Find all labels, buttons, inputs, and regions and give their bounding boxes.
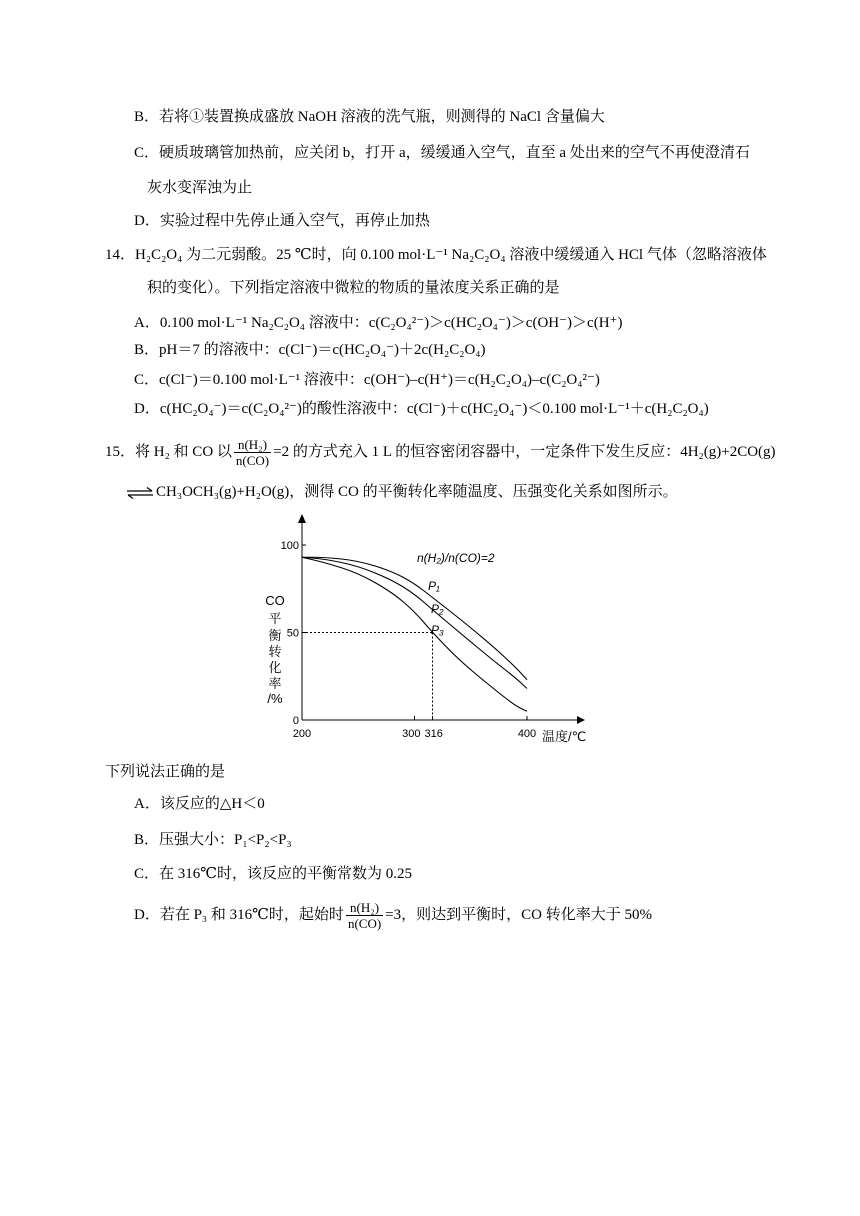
x-tick-label: 316	[424, 728, 443, 740]
equilibrium-arrow-icon	[126, 487, 154, 499]
q15-option-a: A．该反应的△H＜0	[134, 796, 265, 812]
q15-option-d	[134, 900, 652, 931]
y-axis-label-char: 化	[268, 660, 282, 675]
q13-option-d: D．实验过程中先停止通入空气，再停止加热	[134, 213, 430, 229]
q13-option-b: B．若将①装置换成盛放 NaOH 溶液的洗气瓶，则测得的 NaCl 含量偏大	[134, 109, 605, 125]
y-axis-label-char: 转	[268, 644, 282, 659]
series-line-3	[302, 557, 527, 711]
x-tick-label: 300	[402, 728, 421, 740]
q15-option-b: B．压强大小：P₁<P₂<P₃	[134, 832, 292, 848]
q15-stem-pre: 15．将 H₂ 和 CO 以	[105, 443, 232, 460]
ratio-fraction-d	[346, 900, 383, 931]
fraction-numerator-d: n(H₂)	[346, 900, 383, 916]
q14-option-d: D．c(HC₂O₄⁻)＝c(C₂O₄²⁻)的酸性溶液中：c(Cl⁻)＋c(HC₂O₄⁻)＜0.100 mol·L⁻¹＋c(H₂C₂O₄)	[134, 401, 709, 417]
y-tick-label: 0	[292, 715, 299, 727]
q15-option-c: C．在 316℃时，该反应的平衡常数为 0.25	[134, 866, 413, 882]
y-axis-label-char: 平	[268, 611, 282, 626]
y-axis-label-char: 率	[268, 676, 282, 691]
x-tick-label: 400	[517, 728, 537, 740]
series-label-3: P₃	[431, 623, 444, 637]
x-tick-label: 200	[292, 728, 312, 740]
fraction-denominator-d: n(CO)	[347, 916, 382, 931]
q14-stem-line1: 14．H₂C₂O₄ 为二元弱酸。25 ℃时，向 0.100 mol·L⁻¹ Na₂C₂O₄ 溶液中缓缓通入 HCl 气体（忽略溶液体	[105, 247, 767, 263]
q13-option-c-line2: 灰水变浑浊为止	[147, 180, 253, 196]
y-axis-label-char: /%	[267, 691, 283, 706]
y-axis-label-char: CO	[265, 593, 285, 608]
q15-option-d-post: =3，则达到平衡时，CO 转化率大于 50%	[385, 906, 652, 923]
series-line-2	[302, 557, 527, 688]
q15-option-d-pre: D．若在 P₃ 和 316℃时，起始时	[134, 906, 344, 923]
x-axis-arrow-icon	[577, 716, 585, 724]
y-tick-label: 50	[286, 627, 299, 640]
fraction-numerator: n(H₂)	[234, 437, 271, 453]
chart-annotation: n(H₂)/n(CO)=2	[417, 551, 495, 565]
q14-stem-line2: 积的变化）。下列指定溶液中微粒的物质的量浓度关系正确的是	[147, 280, 560, 296]
fraction-denominator: n(CO)	[235, 453, 270, 468]
y-axis-label-char: 衡	[268, 628, 282, 643]
series-label-1: P₁	[428, 579, 440, 593]
q14-option-c: C．c(Cl⁻)＝0.100 mol·L⁻¹ 溶液中：c(OH⁻)–c(H⁺)＝c(H₂C₂O₄)–c(C₂O₄²⁻)	[134, 372, 600, 388]
q15-stem-line1	[105, 437, 776, 468]
q13-option-c-line1: C．硬质玻璃管加热前，应关闭 b，打开 a，缓缓通入空气，直至 a 处出来的空气不再使澄清石	[134, 145, 750, 161]
conversion-chart	[255, 512, 600, 747]
ratio-fraction	[234, 437, 271, 468]
q14-option-a: A．0.100 mol·L⁻¹ Na₂C₂O₄ 溶液中：c(C₂O₄²⁻)＞c(HC₂O₄⁻)＞c(OH⁻)＞c(H⁺)	[134, 315, 623, 331]
q15-prompt: 下列说法正确的是	[105, 764, 226, 780]
series-label-2: P₂	[431, 602, 444, 616]
q15-stem-line2	[126, 482, 678, 502]
x-axis-label: 温度/℃	[542, 729, 587, 744]
q15-stem-post: =2 的方式充入 1 L 的恒容密闭容器中，一定条件下发生反应：4H₂(g)+2CO(g)	[273, 443, 776, 460]
y-axis-arrow-icon	[298, 514, 306, 523]
series-line-1	[302, 557, 527, 680]
q15-stem-line2-text: CH₃OCH₃(g)+H₂O(g)，测得 CO 的平衡转化率随温度、压强变化关系如图所示。	[156, 484, 678, 500]
y-tick-label: 100	[280, 540, 299, 552]
q14-option-b: B．pH＝7 的溶液中：c(Cl⁻)＝c(HC₂O₄⁻)＋2c(H₂C₂O₄)	[134, 342, 486, 358]
